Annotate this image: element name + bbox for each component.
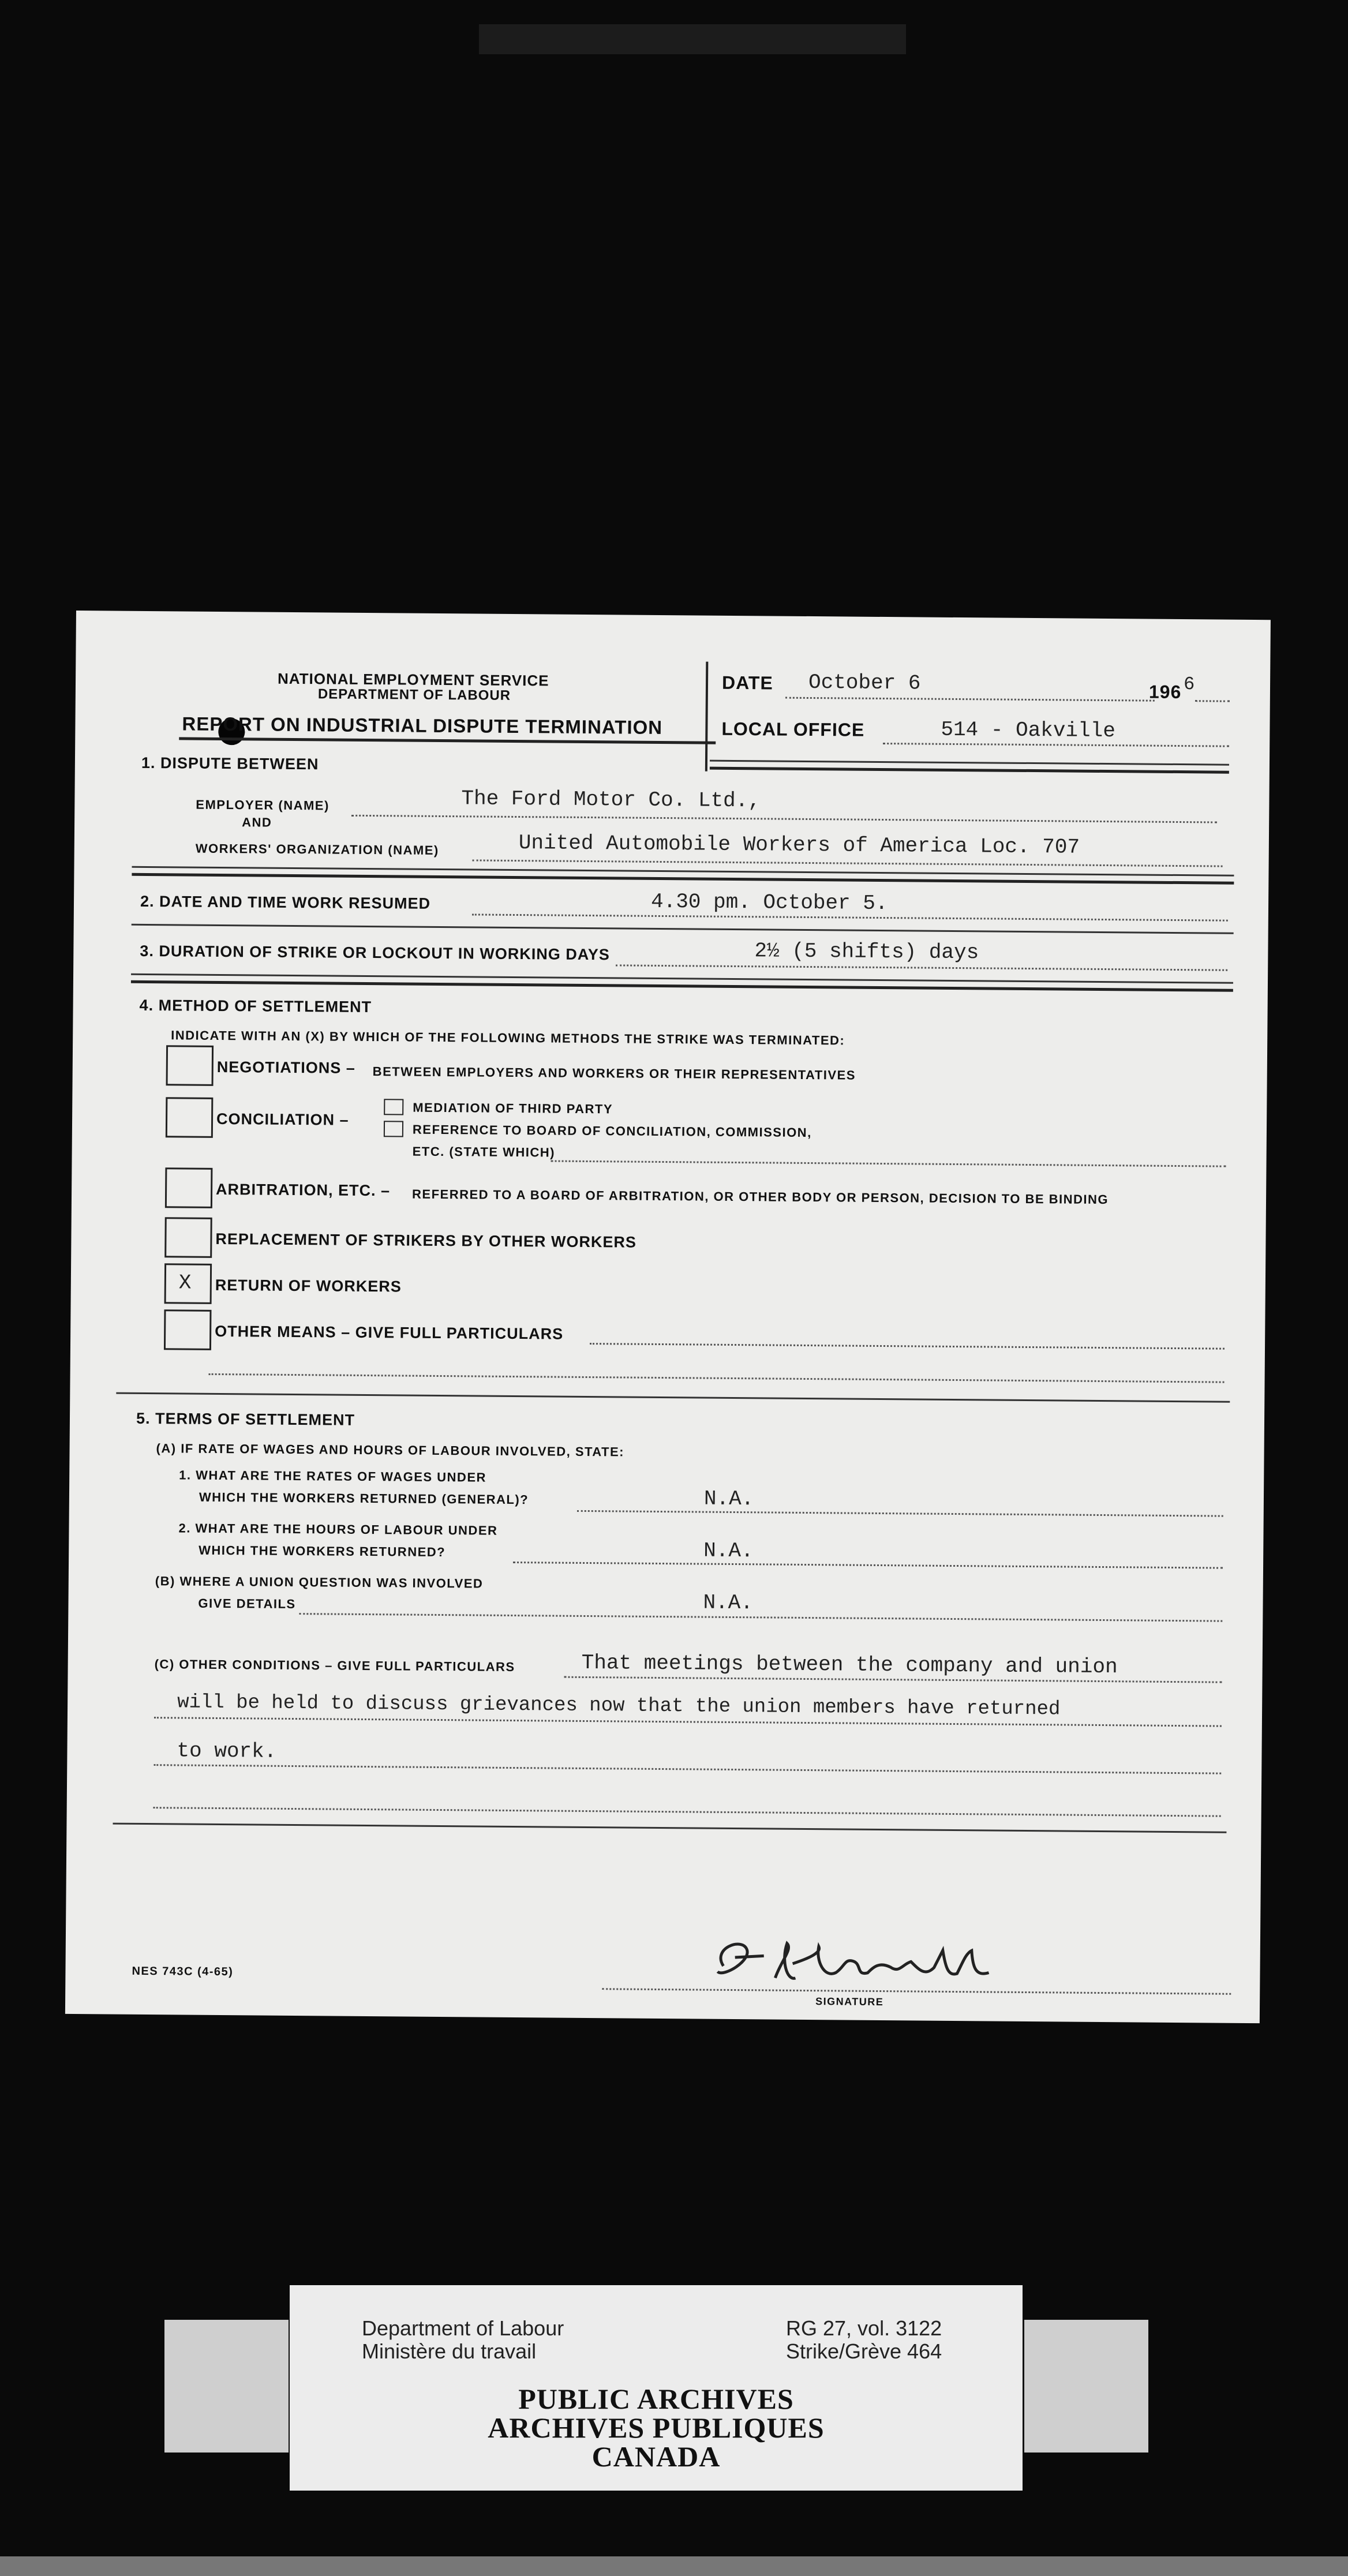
employer-label: EMPLOYER (NAME) — [196, 797, 329, 813]
conciliation-checkbox[interactable] — [166, 1097, 214, 1138]
return-mark: X — [178, 1271, 192, 1295]
section2-rule — [132, 924, 1234, 934]
date-line — [785, 697, 1155, 702]
signature-image — [700, 1926, 1001, 1997]
workers-org-label: WORKERS' ORGANIZATION (NAME) — [195, 841, 439, 858]
section5-heading: 5. TERMS OF SETTLEMENT — [136, 1409, 355, 1429]
date-value[interactable]: October 6 — [808, 670, 921, 695]
form-number: NES 743C (4-65) — [132, 1964, 234, 1979]
section1-heading: 1. DISPUTE BETWEEN — [141, 754, 319, 773]
office-label: LOCAL OFFICE — [721, 718, 865, 740]
hours-question-line2: WHICH THE WORKERS RETURNED? — [199, 1542, 446, 1560]
section4-heading: 4. METHOD OF SETTLEMENT — [139, 996, 372, 1016]
other-conditions-text1[interactable]: That meetings between the company and union — [581, 1650, 1118, 1679]
section5a-intro: (A) IF RATE OF WAGES AND HOURS OF LABOUR INVOLVED, STATE: — [156, 1441, 625, 1459]
union-value[interactable]: N.A. — [703, 1590, 754, 1615]
other-conditions-line3 — [153, 1764, 1221, 1774]
archives-stamp — [290, 2384, 1023, 2471]
archive-label-card — [290, 2285, 1023, 2491]
stamp-line-3: CANADA — [591, 2440, 721, 2473]
replacement-checkbox[interactable] — [164, 1217, 212, 1258]
other-conditions-line2 — [154, 1717, 1222, 1727]
return-label: RETURN OF WORKERS — [215, 1276, 402, 1296]
film-tab-right — [1024, 2320, 1148, 2453]
employer-value[interactable]: The Ford Motor Co. Ltd., — [461, 787, 761, 813]
signature-label: SIGNATURE — [815, 1995, 884, 2008]
strike-number: Strike/Grève 464 — [786, 2339, 942, 2363]
date-label: DATE — [721, 672, 773, 694]
return-checkbox[interactable] — [164, 1263, 212, 1304]
section2-label: 2. DATE AND TIME WORK RESUMED — [140, 892, 431, 912]
arbitration-checkbox[interactable] — [165, 1167, 213, 1208]
union-question-line2: GIVE DETAILS — [198, 1596, 296, 1612]
year-line — [1195, 700, 1230, 702]
department-english: Department of Labour — [362, 2316, 564, 2340]
stamp-line-2: ARCHIVES PUBLIQUES — [488, 2412, 825, 2444]
other-means-line — [590, 1343, 1225, 1350]
film-bottom-edge — [0, 2556, 1348, 2576]
work-resumed-value[interactable]: 4.30 pm. October 5. — [650, 889, 888, 916]
section4-rule — [116, 1392, 1230, 1403]
office-rule-double — [710, 767, 1229, 774]
dispute-termination-form — [65, 611, 1271, 2023]
department-name: DEPARTMENT OF LABOUR — [317, 686, 511, 703]
mediation-checkbox[interactable] — [384, 1099, 403, 1115]
reference-checkbox[interactable] — [384, 1121, 403, 1137]
other-means-label: OTHER MEANS – GIVE FULL PARTICULARS — [215, 1322, 564, 1343]
hours-line — [513, 1562, 1223, 1569]
employer-line — [351, 815, 1217, 823]
arbitration-label: ARBITRATION, ETC. – — [216, 1180, 391, 1200]
union-question-line1: (B) WHERE A UNION QUESTION WAS INVOLVED — [155, 1574, 484, 1591]
arbitration-desc: REFERRED TO A BOARD OF ARBITRATION, OR OTHER BODY OR PERSON, DECISION TO BE BINDING — [411, 1186, 1109, 1207]
mediation-label: MEDIATION OF THIRD PARTY — [413, 1100, 613, 1117]
workers-org-value[interactable]: United Automobile Workers of America Loc. 707 — [518, 831, 1080, 859]
office-line — [883, 743, 1229, 747]
negotiations-label: NEGOTIATIONS – — [216, 1058, 355, 1077]
replacement-label: REPLACEMENT OF STRIKERS BY OTHER WORKERS — [215, 1230, 637, 1251]
other-conditions-text3[interactable]: to work. — [177, 1739, 277, 1763]
wages-question-line1: 1. WHAT ARE THE RATES OF WAGES UNDER — [179, 1467, 487, 1485]
agency-name: NATIONAL EMPLOYMENT SERVICE — [277, 669, 549, 690]
state-which-label: ETC. (STATE WHICH) — [412, 1144, 556, 1160]
hours-question-line1: 2. WHAT ARE THE HOURS OF LABOUR UNDER — [178, 1521, 498, 1538]
section4-instruction: INDICATE WITH AN (X) BY WHICH OF THE FOLLOWING METHODS THE STRIKE WAS TERMINATED: — [171, 1028, 845, 1048]
office-rule — [710, 760, 1229, 766]
hours-value[interactable]: N.A. — [703, 1538, 754, 1563]
header-divider — [705, 662, 708, 772]
workers-org-line — [473, 859, 1223, 867]
other-conditions-line1 — [564, 1676, 1222, 1683]
section3-label: 3. DURATION OF STRIKE OR LOCKOUT IN WORKING DAYS — [140, 942, 610, 964]
other-means-line-2 — [209, 1373, 1225, 1383]
wages-value[interactable]: N.A. — [703, 1487, 754, 1511]
section5-rule — [113, 1823, 1226, 1833]
stamp-line-1: PUBLIC ARCHIVES — [518, 2383, 794, 2415]
union-line — [299, 1613, 1222, 1622]
negotiations-desc: BETWEEN EMPLOYERS AND WORKERS OR THEIR REPRESENTATIVES — [372, 1064, 856, 1083]
other-conditions-line4 — [153, 1807, 1221, 1817]
department-french: Ministère du travail — [362, 2339, 537, 2363]
office-value[interactable]: 514 - Oakville — [941, 717, 1116, 743]
state-which-line — [551, 1160, 1226, 1167]
other-conditions-label: (C) OTHER CONDITIONS – GIVE FULL PARTICULARS — [154, 1657, 515, 1675]
film-edge-strip — [479, 24, 906, 54]
wages-question-line2: WHICH THE WORKERS RETURNED (GENERAL)? — [199, 1489, 529, 1507]
year-prefix: 196 — [1148, 681, 1182, 703]
wages-line — [577, 1510, 1223, 1517]
and-label: AND — [242, 815, 272, 830]
conciliation-label: CONCILIATION – — [216, 1110, 349, 1129]
form-title: REPORT ON INDUSTRIAL DISPUTE TERMINATION — [182, 713, 663, 738]
negotiations-checkbox[interactable] — [166, 1045, 214, 1086]
other-means-checkbox[interactable] — [164, 1309, 212, 1350]
film-tab-left — [164, 2320, 289, 2453]
duration-value[interactable]: 2½ (5 shifts) days — [754, 939, 979, 965]
record-group-ref: RG 27, vol. 3122 — [786, 2316, 942, 2340]
reference-label: REFERENCE TO BOARD OF CONCILIATION, COMMISSION, — [412, 1122, 812, 1140]
year-suffix[interactable]: 6 — [1183, 673, 1195, 695]
section3-line — [616, 964, 1227, 971]
other-conditions-text2[interactable]: will be held to discuss grievances now that the union members have returned — [177, 1691, 1061, 1721]
